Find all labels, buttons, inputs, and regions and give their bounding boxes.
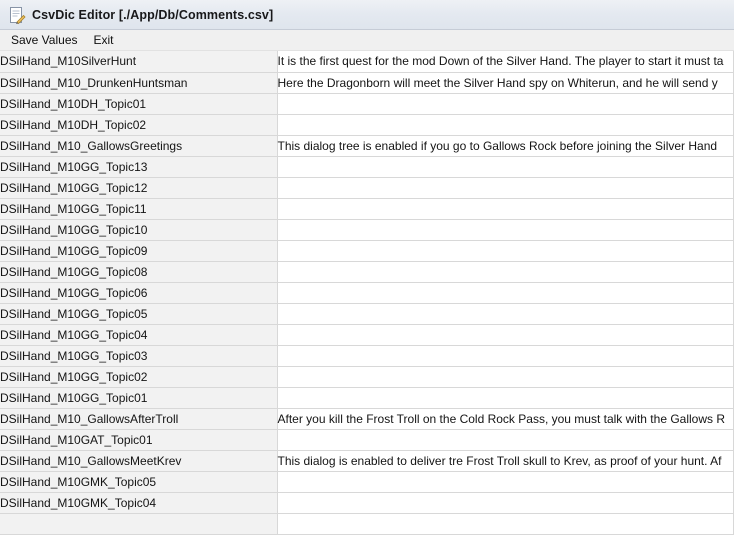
value-cell[interactable]: Here the Dragonborn will meet the Silver Hand spy on Whiterun, and he will send y [277,72,734,93]
menu-exit[interactable]: Exit [93,32,114,47]
value-cell[interactable] [277,282,734,303]
key-cell[interactable]: DSilHand_M10SilverHunt [0,51,277,72]
csv-grid[interactable] [0,51,734,535]
key-cell[interactable]: DSilHand_M10GG_Topic06 [0,282,277,303]
value-cell[interactable]: After you kill the Frost Troll on the Cold Rock Pass, you must talk with the Gallows R [277,408,734,429]
menu-bar [0,30,734,51]
table-row[interactable] [0,177,734,198]
key-cell[interactable]: DSilHand_M10_GallowsGreetings [0,135,277,156]
pencil-document-icon [8,6,26,24]
key-cell[interactable]: DSilHand_M10_GallowsAfterTroll [0,408,277,429]
title-bar [0,0,734,30]
key-cell[interactable]: DSilHand_M10GG_Topic03 [0,345,277,366]
table-row[interactable] [0,156,734,177]
value-cell[interactable] [277,240,734,261]
value-cell[interactable] [277,513,734,534]
table-row[interactable] [0,114,734,135]
table-row[interactable] [0,366,734,387]
table-row[interactable] [0,429,734,450]
table-row[interactable] [0,387,734,408]
table-row[interactable] [0,51,734,72]
value-cell[interactable] [277,387,734,408]
value-cell[interactable] [277,198,734,219]
key-cell[interactable]: DSilHand_M10GG_Topic09 [0,240,277,261]
value-cell[interactable] [277,366,734,387]
key-cell[interactable]: DSilHand_M10GG_Topic08 [0,261,277,282]
value-cell[interactable] [277,177,734,198]
key-cell[interactable]: DSilHand_M10GG_Topic01 [0,387,277,408]
key-cell[interactable]: DSilHand_M10DH_Topic02 [0,114,277,135]
key-cell[interactable]: DSilHand_M10GG_Topic10 [0,219,277,240]
table-row[interactable] [0,345,734,366]
table-row[interactable] [0,282,734,303]
csv-table [0,51,734,535]
table-row[interactable] [0,408,734,429]
value-cell[interactable] [277,429,734,450]
key-cell[interactable]: DSilHand_M10GAT_Topic01 [0,429,277,450]
key-cell[interactable]: DSilHand_M10GG_Topic12 [0,177,277,198]
key-cell[interactable]: DSilHand_M10GG_Topic11 [0,198,277,219]
window-title: CsvDic Editor [./App/Db/Comments.csv] [32,7,274,22]
value-cell[interactable] [277,114,734,135]
key-cell[interactable] [0,513,277,534]
value-cell[interactable]: It is the first quest for the mod Down of the Silver Hand. The player to start it must ta [277,51,734,72]
key-cell[interactable]: DSilHand_M10_DrunkenHuntsman [0,72,277,93]
table-row[interactable] [0,492,734,513]
key-cell[interactable]: DSilHand_M10GG_Topic04 [0,324,277,345]
value-cell[interactable] [277,261,734,282]
value-cell[interactable] [277,303,734,324]
value-cell[interactable]: This dialog tree is enabled if you go to Gallows Rock before joining the Silver Hand [277,135,734,156]
value-cell[interactable] [277,156,734,177]
table-row[interactable] [0,198,734,219]
key-cell[interactable]: DSilHand_M10GG_Topic13 [0,156,277,177]
value-cell[interactable] [277,471,734,492]
table-row[interactable] [0,93,734,114]
value-cell[interactable] [277,93,734,114]
value-cell[interactable] [277,324,734,345]
table-row[interactable] [0,303,734,324]
value-cell[interactable]: This dialog is enabled to deliver tre Frost Troll skull to Krev, as proof of your hunt. Af [277,450,734,471]
key-cell[interactable]: DSilHand_M10GMK_Topic04 [0,492,277,513]
table-row[interactable] [0,240,734,261]
value-cell[interactable] [277,345,734,366]
key-cell[interactable]: DSilHand_M10GMK_Topic05 [0,471,277,492]
table-row[interactable] [0,219,734,240]
table-row[interactable] [0,72,734,93]
key-cell[interactable]: DSilHand_M10GG_Topic02 [0,366,277,387]
table-row[interactable] [0,450,734,471]
table-row[interactable] [0,135,734,156]
menu-save-values[interactable]: Save Values [11,32,78,47]
value-cell[interactable] [277,492,734,513]
table-row[interactable] [0,324,734,345]
key-cell[interactable]: DSilHand_M10GG_Topic05 [0,303,277,324]
table-row[interactable] [0,513,734,534]
table-row[interactable] [0,261,734,282]
table-row[interactable] [0,471,734,492]
csv-table-body [0,51,734,534]
key-cell[interactable]: DSilHand_M10_GallowsMeetKrev [0,450,277,471]
key-cell[interactable]: DSilHand_M10DH_Topic01 [0,93,277,114]
value-cell[interactable] [277,219,734,240]
